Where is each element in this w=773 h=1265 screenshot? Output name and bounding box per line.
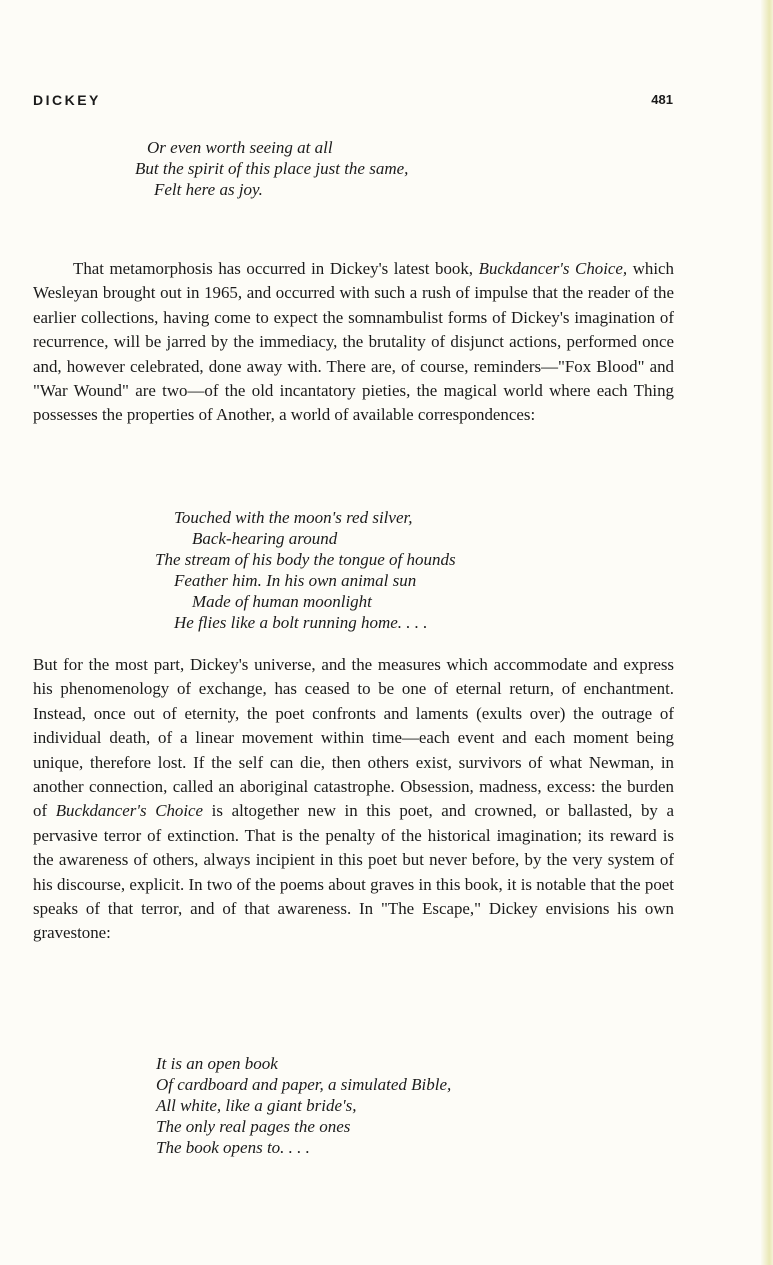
verse-line: He flies like a bolt running home. . . . (174, 613, 428, 632)
paragraph-2 (33, 653, 674, 946)
paragraph-text: is altogether new in this poet, and crowned, or ballasted, by a pervasive terror of extinction. That is the penalty of the historical imagination; its reward is the awareness of others, always incipient in this poet but never before, by the very system of his discourse, explicit. In two of the poems about graves in this book, it is notable that the poet speaks of that terror, and of that awareness. In "The Escape," Dickey envisions his own gravestone: (33, 801, 674, 943)
verse-line: Of cardboard and paper, a simulated Bible, (156, 1075, 452, 1094)
verse-line: The book opens to. . . . (156, 1138, 310, 1157)
verse-line: Or even worth seeing at all (147, 138, 333, 157)
running-title: DICKEY (33, 92, 101, 108)
page-number: 481 (651, 92, 673, 107)
paragraph-text: That metamorphosis has occurred in Dickey's latest book, (73, 259, 479, 278)
verse-line: But the spirit of this place just the same, (135, 159, 409, 178)
book-title: Buckdancer's Choice (55, 801, 204, 821)
verse-line: Made of human moonlight (192, 592, 372, 611)
paragraph-text: But for the most part, Dickey's universe, and the measures which accommodate and express his phenomenology of exchange, has ceased to be one of eternal return, of enchantment. Instead, once out of eternity, the poet confronts and laments (exults over) the outrage of individual death, of a linear movement within time—each event and each moment being unique, therefore lost. If the self can die, then others exist, survivors of what Newman, in another connection, called an aboriginal catastrophe. Obsession, madness, excess: the burden of (33, 655, 674, 821)
poem-excerpt-1 (135, 137, 408, 200)
verse-line: It is an open book (156, 1054, 278, 1073)
book-title: Buckdancer's Choice, (478, 259, 628, 278)
verse-line: All white, like a giant bride's, (156, 1096, 357, 1115)
paragraph-1 (33, 257, 674, 428)
verse-line: Feather him. In his own animal sun (174, 571, 417, 590)
page-edge-shadow (761, 0, 773, 1265)
running-head (33, 92, 673, 112)
verse-line: The stream of his body the tongue of hounds (155, 550, 456, 569)
poem-excerpt-2 (155, 507, 456, 633)
verse-line: The only real pages the ones (156, 1117, 351, 1136)
verse-line: Back-hearing around (192, 529, 338, 548)
verse-line: Touched with the moon's red silver, (174, 508, 413, 527)
paragraph-text: which Wesleyan brought out in 1965, and occurred with such a rush of impulse that the reader of the earlier collections, having come to expect the somnambulist forms of Dickey's imagination of recurrence, will be jarred by the immediacy, the brutality of disjunct actions, performed once and, however celebrated, done away with. There are, of course, reminders—"Fox Blood" and "War Wound" are two—of the old incantatory pieties, the magical world where each Thing possesses the properties of Another, a world of available correspondences: (33, 259, 674, 425)
verse-line: Felt here as joy. (154, 180, 263, 199)
poem-excerpt-3 (156, 1053, 451, 1158)
